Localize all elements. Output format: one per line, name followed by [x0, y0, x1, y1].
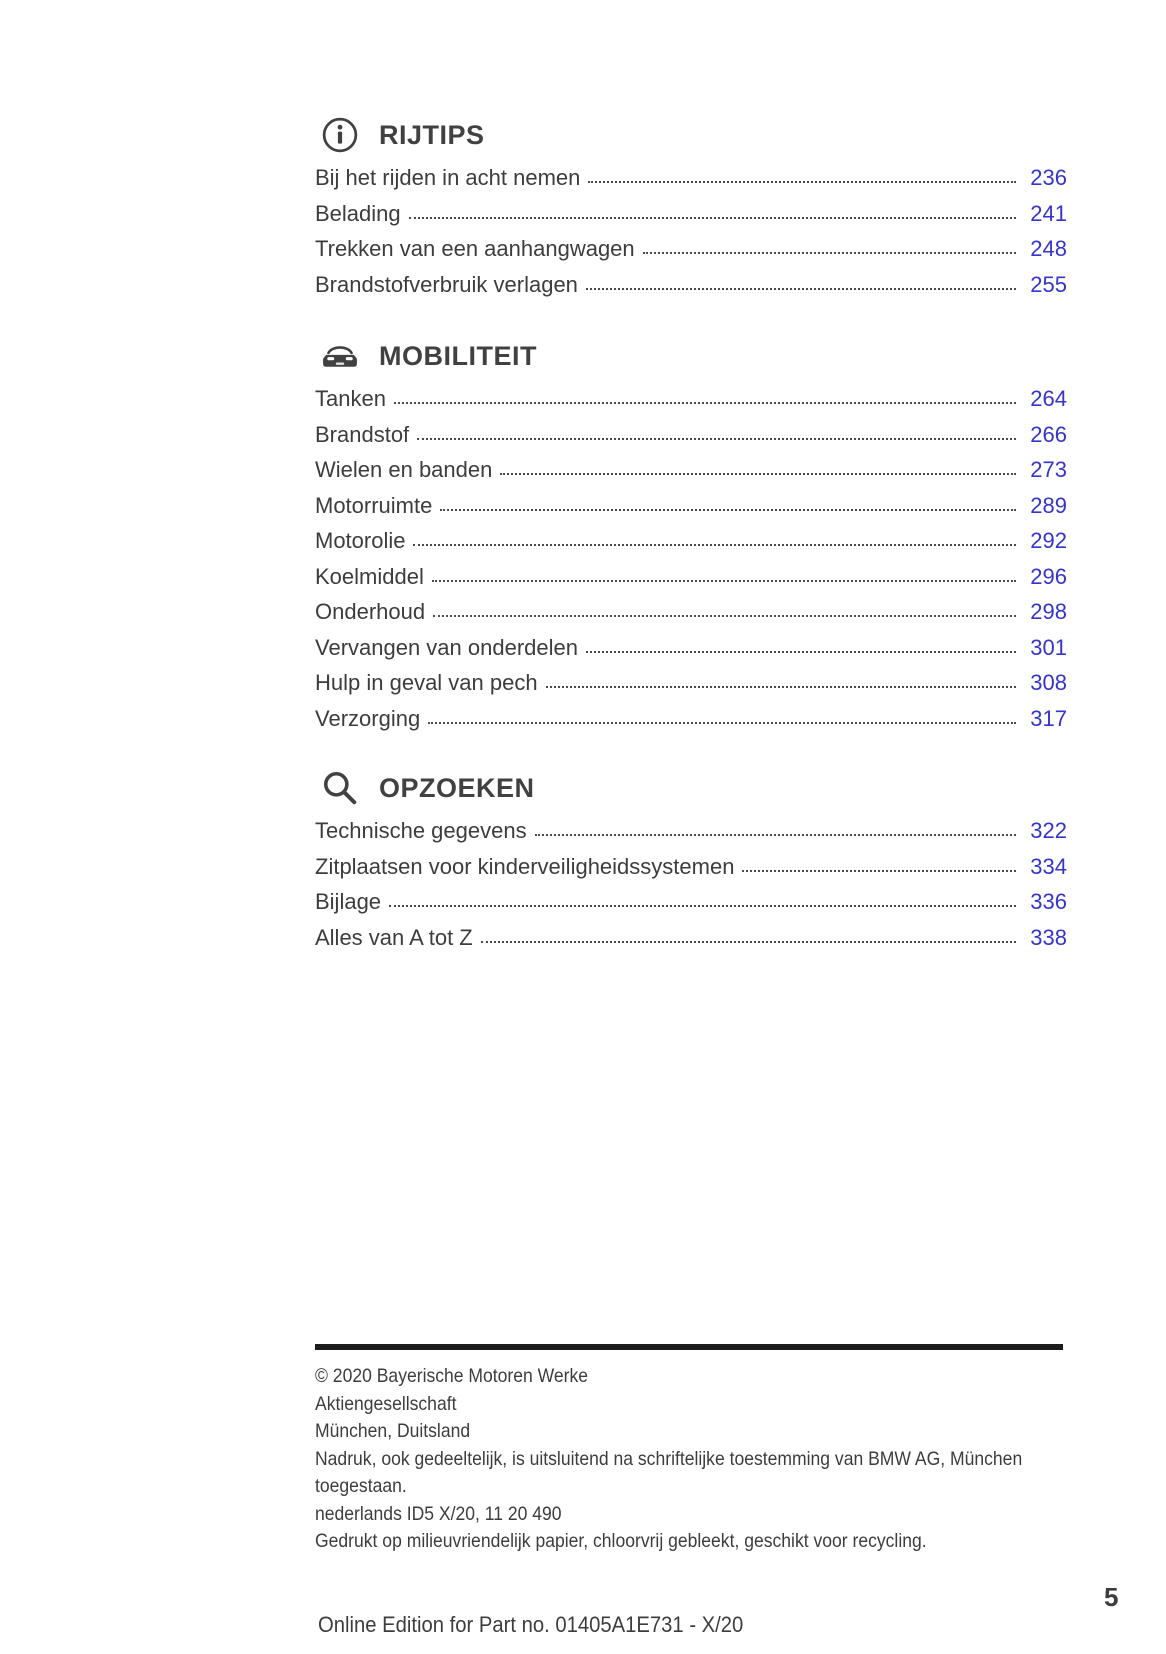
- toc-entry: [315, 160, 1067, 196]
- toc-entry-page: 289: [1030, 492, 1067, 518]
- imprint-line: nederlands ID5 X/20, 11 20 490: [315, 1502, 562, 1525]
- section-rijtips: [315, 112, 1067, 302]
- toc-entry: [315, 267, 1067, 303]
- section-mobiliteit: [315, 333, 1067, 736]
- toc-entry-page: 298: [1030, 599, 1067, 624]
- section-opzoeken: [315, 765, 1067, 955]
- toc-entry-page: 255: [1030, 271, 1067, 297]
- dotted-leader: [586, 651, 1016, 653]
- toc-entry-label: Belading: [315, 200, 401, 226]
- car-icon: [320, 336, 360, 376]
- toc-entry-page: 301: [1030, 634, 1067, 660]
- toc-entry-page: 317: [1030, 705, 1067, 731]
- toc-entry: [315, 849, 1067, 885]
- dotted-leader: [389, 905, 1016, 907]
- dotted-leader: [535, 834, 1016, 836]
- page-number: 5: [1104, 1582, 1119, 1612]
- toc-entry-page: 241: [1030, 200, 1067, 226]
- online-edition-footer: Online Edition for Part no. 01405A1E731 - X/20: [318, 1612, 744, 1637]
- toc-entry-page: 236: [1030, 165, 1067, 190]
- toc-entry-label: Technische gegevens: [315, 818, 527, 843]
- dotted-leader: [546, 686, 1016, 688]
- dotted-leader: [440, 509, 1016, 511]
- toc-entry-page: 296: [1030, 563, 1067, 589]
- imprint-line: München, Duitsland: [315, 1420, 471, 1442]
- toc-entry: [315, 630, 1067, 666]
- dotted-leader: [428, 722, 1016, 724]
- toc-entry: [315, 231, 1067, 267]
- dotted-leader: [586, 288, 1016, 290]
- toc-entry-page: 308: [1030, 670, 1067, 695]
- toc-entry: [315, 523, 1067, 559]
- dotted-leader: [433, 615, 1016, 617]
- toc-entry: [315, 594, 1067, 630]
- toc-entry: [315, 559, 1067, 595]
- toc-entry: [315, 813, 1067, 849]
- toc-entry-page: 264: [1030, 386, 1067, 411]
- dotted-leader: [394, 402, 1016, 404]
- toc-entry-label: Hulp in geval van pech: [315, 670, 538, 695]
- toc-entry-label: Brandstof: [315, 421, 410, 447]
- dotted-leader: [643, 252, 1016, 254]
- toc-entry-page: 338: [1030, 924, 1067, 950]
- toc-entry: [315, 488, 1067, 524]
- section-header: [315, 333, 1067, 379]
- dotted-leader: [413, 544, 1016, 546]
- toc-list: [315, 160, 1067, 302]
- dotted-leader: [742, 870, 1016, 872]
- toc-entry-label: Zitplaatsen voor kinderveiligheidssystemen: [315, 853, 735, 879]
- info-icon: [320, 115, 360, 155]
- imprint-line: Gedrukt op milieuvriendelijk papier, chloorvrij gebleekt, geschikt voor recycling.: [315, 1530, 927, 1552]
- section-header: [315, 765, 1067, 811]
- section-title: MOBILITEIT: [379, 340, 537, 371]
- toc-entry-page: 248: [1030, 236, 1067, 261]
- toc-entry: [315, 701, 1067, 737]
- imprint-line: Nadruk, ook gedeeltelijk, is uitsluitend na schriftelijke toestemming van BMW AG, München: [315, 1447, 1023, 1470]
- toc-entry-page: 292: [1030, 528, 1067, 553]
- toc-entry-label: Koelmiddel: [315, 563, 424, 589]
- toc-entry: [315, 884, 1067, 920]
- toc-entry-page: 336: [1030, 889, 1067, 914]
- dotted-leader: [409, 217, 1016, 219]
- toc-entry: [315, 196, 1067, 232]
- toc-entry-label: Motorolie: [315, 528, 406, 553]
- section-title: RIJTIPS: [379, 119, 485, 150]
- toc-entry: [315, 381, 1067, 417]
- dotted-leader: [417, 438, 1016, 440]
- imprint-block: [315, 1363, 1125, 1556]
- toc-list: [315, 381, 1067, 736]
- toc-entry-label: Brandstofverbruik verlagen: [315, 271, 578, 297]
- dotted-leader: [432, 580, 1016, 582]
- toc-entry: [315, 452, 1067, 488]
- toc-entry-label: Trekken van een aanhangwagen: [315, 236, 635, 261]
- toc-entry-label: Verzorging: [315, 705, 421, 731]
- toc-entry: [315, 665, 1067, 701]
- toc-entry-label: Wielen en banden: [315, 457, 493, 482]
- toc-entry-label: Motorruimte: [315, 492, 433, 518]
- section-header: [315, 112, 1067, 158]
- section-title: OPZOEKEN: [379, 772, 535, 803]
- toc-entry: [315, 417, 1067, 453]
- toc-entry-page: 273: [1030, 457, 1067, 482]
- toc-entry-page: 334: [1030, 853, 1067, 879]
- toc-entry-label: Vervangen van onderdelen: [315, 634, 578, 660]
- imprint-line: Aktiengesellschaft: [315, 1392, 457, 1415]
- toc-entry-label: Alles van A tot Z: [315, 924, 473, 950]
- divider-rule: [315, 1344, 1063, 1350]
- toc-list: [315, 813, 1067, 955]
- dotted-leader: [481, 941, 1016, 943]
- imprint-line: © 2020 Bayerische Motoren Werke: [315, 1365, 589, 1387]
- toc-entry-page: 322: [1030, 818, 1067, 843]
- toc-entry-label: Onderhoud: [315, 599, 426, 624]
- dotted-leader: [588, 181, 1016, 183]
- search-icon: [320, 768, 360, 808]
- toc-entry: [315, 920, 1067, 956]
- toc-entry-label: Bij het rijden in acht nemen: [315, 165, 581, 190]
- imprint-line: toegestaan.: [315, 1475, 407, 1497]
- toc-entry-label: Bijlage: [315, 889, 382, 914]
- toc-entry-page: 266: [1030, 421, 1067, 447]
- dotted-leader: [500, 473, 1016, 475]
- toc-entry-label: Tanken: [315, 386, 386, 411]
- toc-content: [315, 0, 1067, 955]
